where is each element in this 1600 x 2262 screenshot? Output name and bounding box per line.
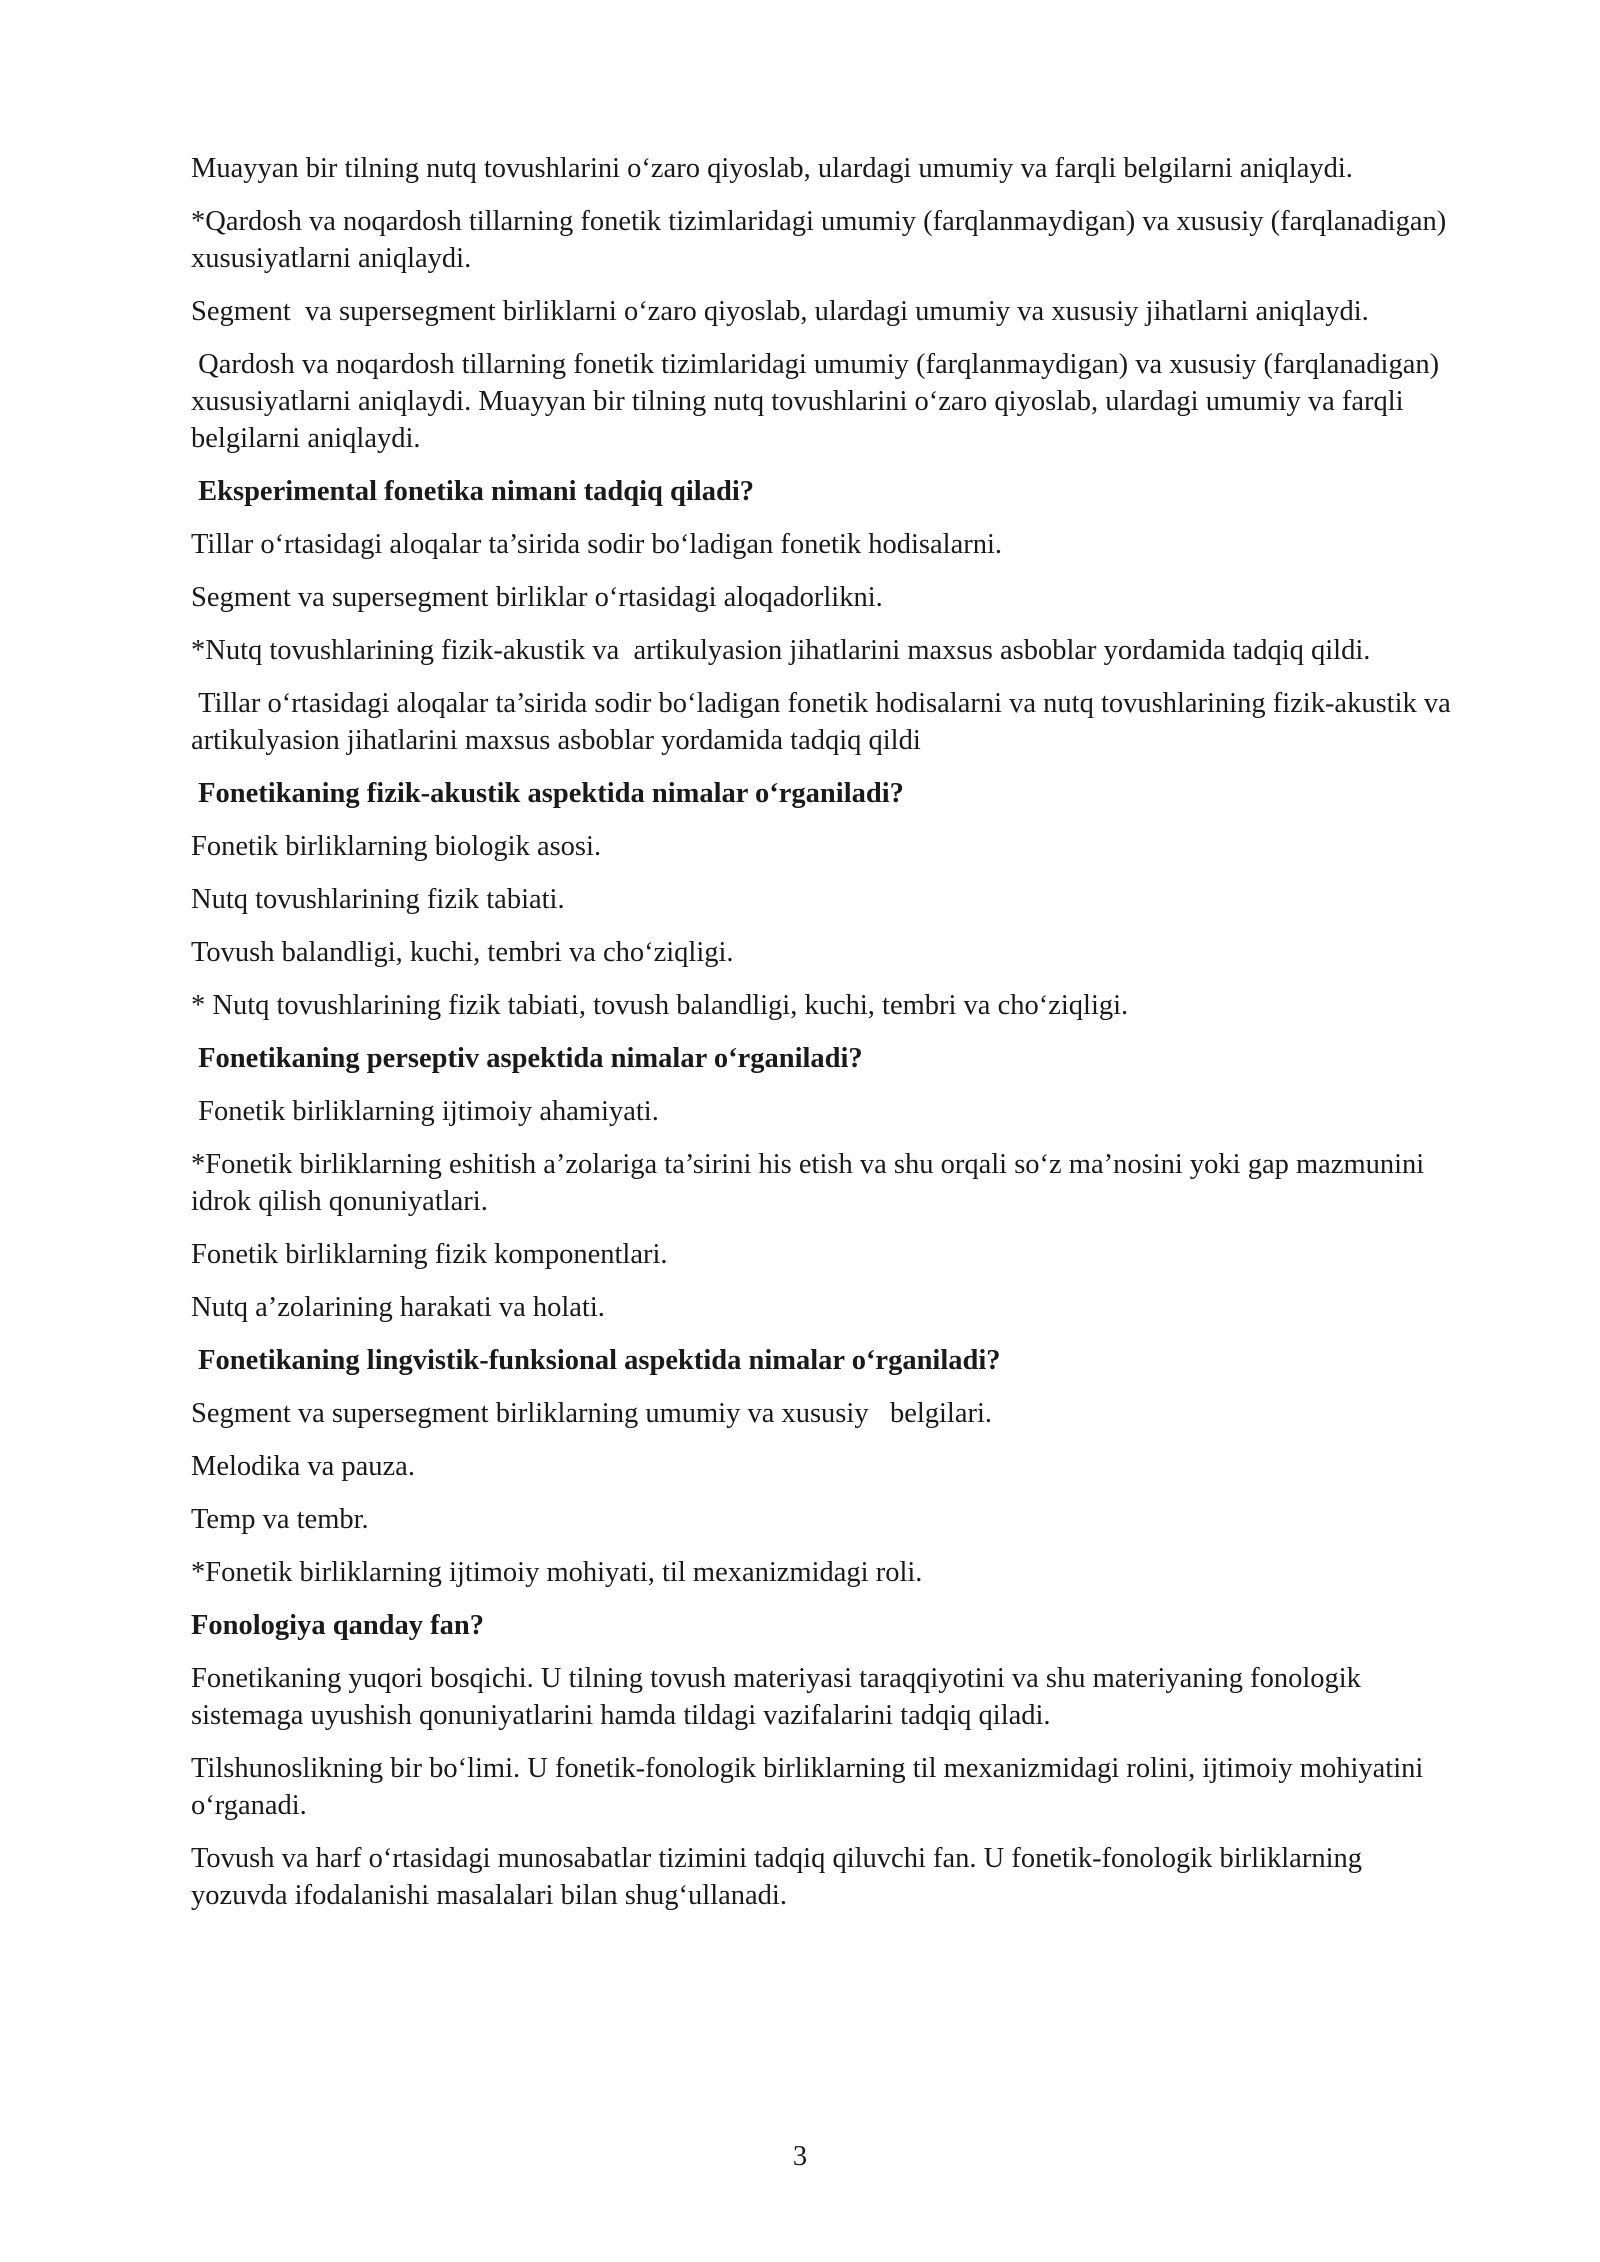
- paragraph: Segment va supersegment birliklarni o‘zaro qiyoslab, ulardagi umumiy va xususiy jihatlarni aniqlaydi.: [191, 296, 1369, 327]
- paragraph: Qardosh va noqardosh tillarning fonetik tizimlaridagi umumiy (farqlanmaydigan) va xususiy (farqlanadigan) xususiyatlarni aniqlaydi. Muayyan bir tilning nutq tovushlarini o‘zaro qiyoslab, ulardagi umumiy va farqli belgilarni aniqlaydi.: [191, 349, 1447, 454]
- paragraph: Muayyan bir tilning nutq tovushlarini o‘zaro qiyoslab, ulardagi umumiy va farqli belgilarni aniqlaydi.: [191, 153, 1353, 184]
- paragraph: *Fonetik birliklarning ijtimoiy mohiyati, til mexanizmidagi roli.: [191, 1557, 923, 1588]
- page-body: [191, 150, 1466, 1930]
- paragraph: Temp va tembr.: [191, 1504, 369, 1535]
- paragraph: Segment va supersegment birliklar o‘rtasidagi aloqadorlikni.: [191, 582, 883, 613]
- paragraph: Tilshunoslikning bir bo‘limi. U fonetik-fonologik birliklarning til mexanizmidagi rolini, ijtimoiy mohiyatini o‘rganadi.: [191, 1753, 1431, 1821]
- paragraph: * Nutq tovushlarining fizik tabiati, tovush balandligi, kuchi, tembri va cho‘ziqligi.: [191, 990, 1129, 1021]
- paragraph: *Nutq tovushlarining fizik-akustik va artikulyasion jihatlarini maxsus asboblar yordamida tadqiq qildi.: [191, 635, 1371, 666]
- paragraph: *Qardosh va noqardosh tillarning fonetik tizimlaridagi umumiy (farqlanmaydigan) va xususiy (farqlanadigan) xususiyatlarni aniqlaydi.: [191, 206, 1454, 274]
- paragraph: Tillar o‘rtasidagi aloqalar ta’sirida sodir bo‘ladigan fonetik hodisalarni va nutq tovushlarining fizik-akustik va artikulyasion jihatlarini maxsus asboblar yordamida tadqiq qildi: [191, 688, 1466, 756]
- paragraph: Fonetik birliklarning fizik komponentlari.: [191, 1239, 668, 1270]
- paragraph: Melodika va pauza.: [191, 1451, 415, 1482]
- question-heading: Fonetikaning perseptiv aspektida nimalar o‘rganiladi?: [191, 1043, 863, 1074]
- paragraph: Nutq tovushlarining fizik tabiati.: [191, 884, 565, 915]
- question-heading: Fonetikaning lingvistik-funksional aspektida nimalar o‘rganiladi?: [191, 1345, 1001, 1376]
- paragraph: Segment va supersegment birliklarning umumiy va xususiy belgilari.: [191, 1398, 993, 1429]
- question-heading: Fonologiya qanday fan?: [191, 1610, 484, 1641]
- paragraph: *Fonetik birliklarning eshitish a’zolariga ta’sirini his etish va shu orqali so‘z ma’nosini yoki gap mazmunini idrok qilish qonuniyatlari.: [191, 1149, 1432, 1217]
- paragraph: Fonetikaning yuqori bosqichi. U tilning tovush materiyasi taraqqiyotini va shu materiyaning fonologik sistemaga uyushish qonuniyatlarini hamda tildagi vazifalarini tadqiq qiladi.: [191, 1663, 1369, 1731]
- question-heading: Eksperimental fonetika nimani tadqiq qiladi?: [191, 476, 754, 507]
- paragraph: Tovush va harf o‘rtasidagi munosabatlar tizimini tadqiq qiluvchi fan. U fonetik-fonologik birliklarning yozuvda ifodalanishi masalalari bilan shug‘ullanadi.: [191, 1843, 1370, 1911]
- paragraph: Fonetik birliklarning biologik asosi.: [191, 831, 602, 862]
- paragraph: Nutq a’zolarining harakati va holati.: [191, 1292, 605, 1323]
- page-number: 3: [792, 2141, 808, 2172]
- paragraph: Tovush balandligi, kuchi, tembri va cho‘ziqligi.: [191, 937, 734, 968]
- paragraph: Tillar o‘rtasidagi aloqalar ta’sirida sodir bo‘ladigan fonetik hodisalarni.: [191, 529, 1002, 560]
- paragraph: Fonetik birliklarning ijtimoiy ahamiyati.: [191, 1096, 659, 1127]
- question-heading: Fonetikaning fizik-akustik aspektida nimalar o‘rganiladi?: [191, 778, 904, 809]
